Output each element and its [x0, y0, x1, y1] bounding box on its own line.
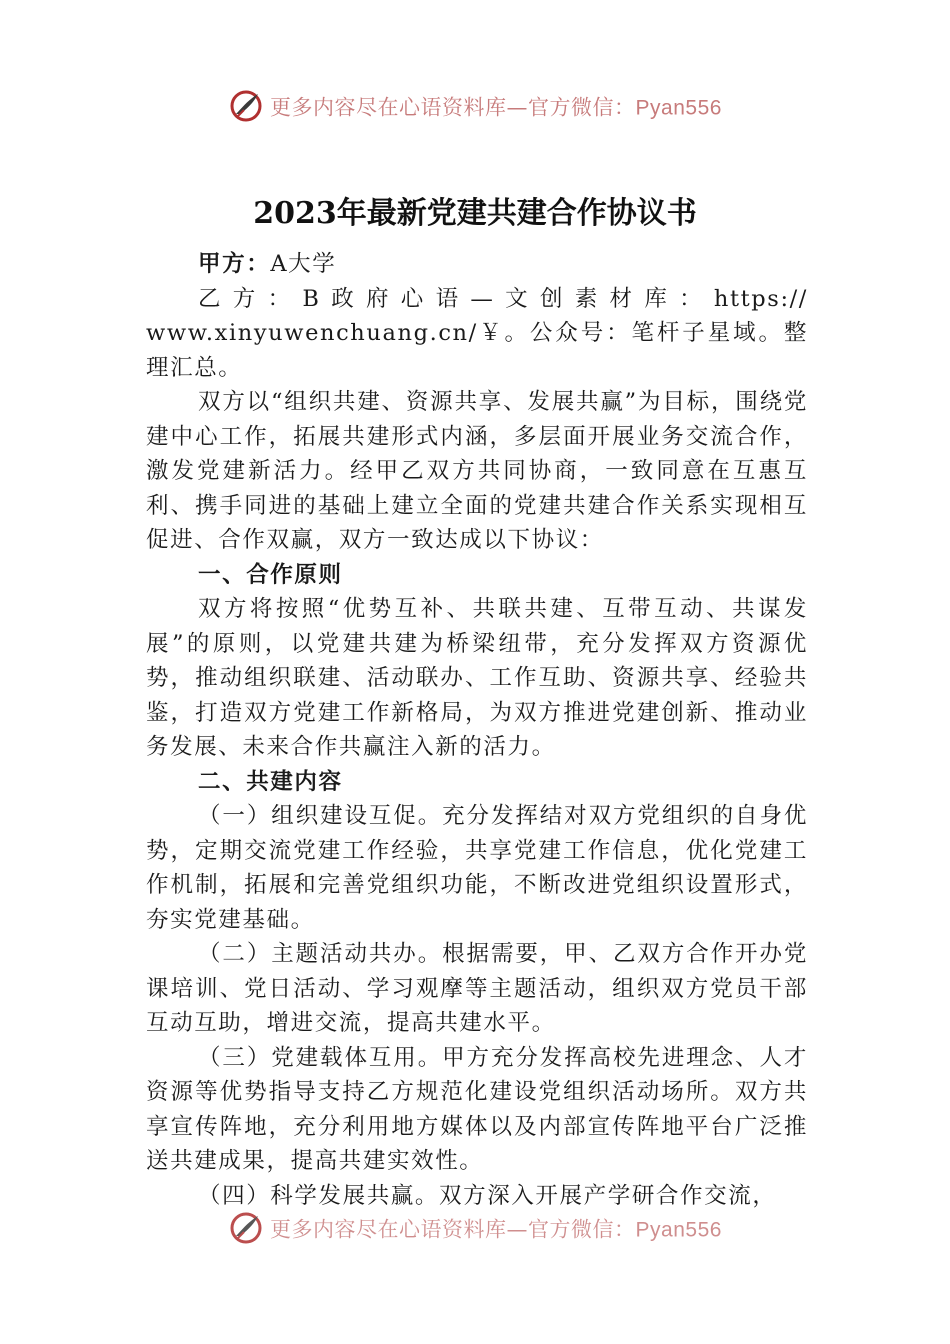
item-3-paragraph	[146, 1041, 808, 1179]
watermark-banner-bottom	[0, 1210, 950, 1251]
banner-text: 更多内容尽在心语资料库—官方微信：	[270, 1217, 636, 1242]
quill-logo-icon	[228, 1210, 264, 1251]
item-4-paragraph	[146, 1179, 808, 1214]
party-a-label: 甲方：	[198, 251, 271, 277]
item-3-body: 甲方充分发挥高校先进理念、人才资源等优势指导支持乙方规范化建设党组织活动场所。双方共享宣传阵地，充分利用地方媒体以及内部宣传阵地平台广泛推送共建成果，提高共建实效性。	[146, 1044, 808, 1174]
item-2-lead: （二）主题活动共办。	[198, 941, 443, 967]
item-3-lead: （三）党建载体互用。	[198, 1044, 443, 1071]
item-2-paragraph	[146, 937, 808, 1041]
party-b-line-1: 乙方：B政府心语—文创素材库：https://	[198, 285, 808, 312]
intro-paragraph: 双方以“组织共建、资源共享、发展共赢”为目标，围绕党建中心工作，拓展共建形式内涵，多层面开展业务交流合作，激发党建新活力。经甲乙双方共同协商，一致同意在互惠互利、携手同进的基础上建立全面的党建共建合作关系实现相互促进、合作双赢，双方一致达成以下协议：	[146, 389, 808, 553]
party-a-line	[146, 247, 808, 282]
document-title: 2023年最新党建共建合作协议书	[253, 196, 697, 231]
party-a-value: A大学	[270, 251, 337, 277]
banner-code: Pyan556	[635, 1218, 722, 1242]
section-1-heading: 一、合作原则	[198, 561, 343, 588]
item-1-body: 充分发挥结对双方党组织的自身优势，定期交流党建工作经验，共享党建工作信息，优化党建工作机制，拓展和完善党组织功能，不断改进党组织设置形式，夯实党建基础。	[146, 803, 808, 933]
item-1-lead: （一）组织建设互促。	[198, 803, 443, 829]
banner-code: Pyan556	[635, 96, 722, 120]
banner-text: 更多内容尽在心语资料库—官方微信：	[270, 95, 636, 120]
section-1-paragraph: 双方将按照“优势互补、共联共建、互带互动、共谋发展”的原则，以党建共建为桥梁纽带，充分发挥双方资源优势，推动组织联建、活动联办、工作互助、资源共享、经验共鉴，打造双方党建工作新格局，为双方推进党建创新、推动业务发展、未来合作共赢注入新的活力。	[146, 596, 808, 760]
item-4-lead: （四）科学发展共赢。	[198, 1182, 440, 1209]
watermark-banner-top	[0, 88, 950, 129]
section-2-heading: 二、共建内容	[198, 768, 343, 795]
item-4-body: 双方深入开展产学研合作交流，	[439, 1182, 777, 1209]
quill-logo-icon	[228, 88, 264, 129]
document-body	[146, 247, 808, 1213]
party-b-line-2: www.xinyuwenchuang.cn/￥。公众号：笔杆子星域。整理汇总。	[146, 320, 808, 381]
item-2-body: 根据需要，甲、乙双方合作开办党课培训、党日活动、学习观摩等主题活动，组织双方党员干部互动互助，增进交流，提高共建水平。	[146, 941, 808, 1036]
item-1-paragraph	[146, 799, 808, 937]
